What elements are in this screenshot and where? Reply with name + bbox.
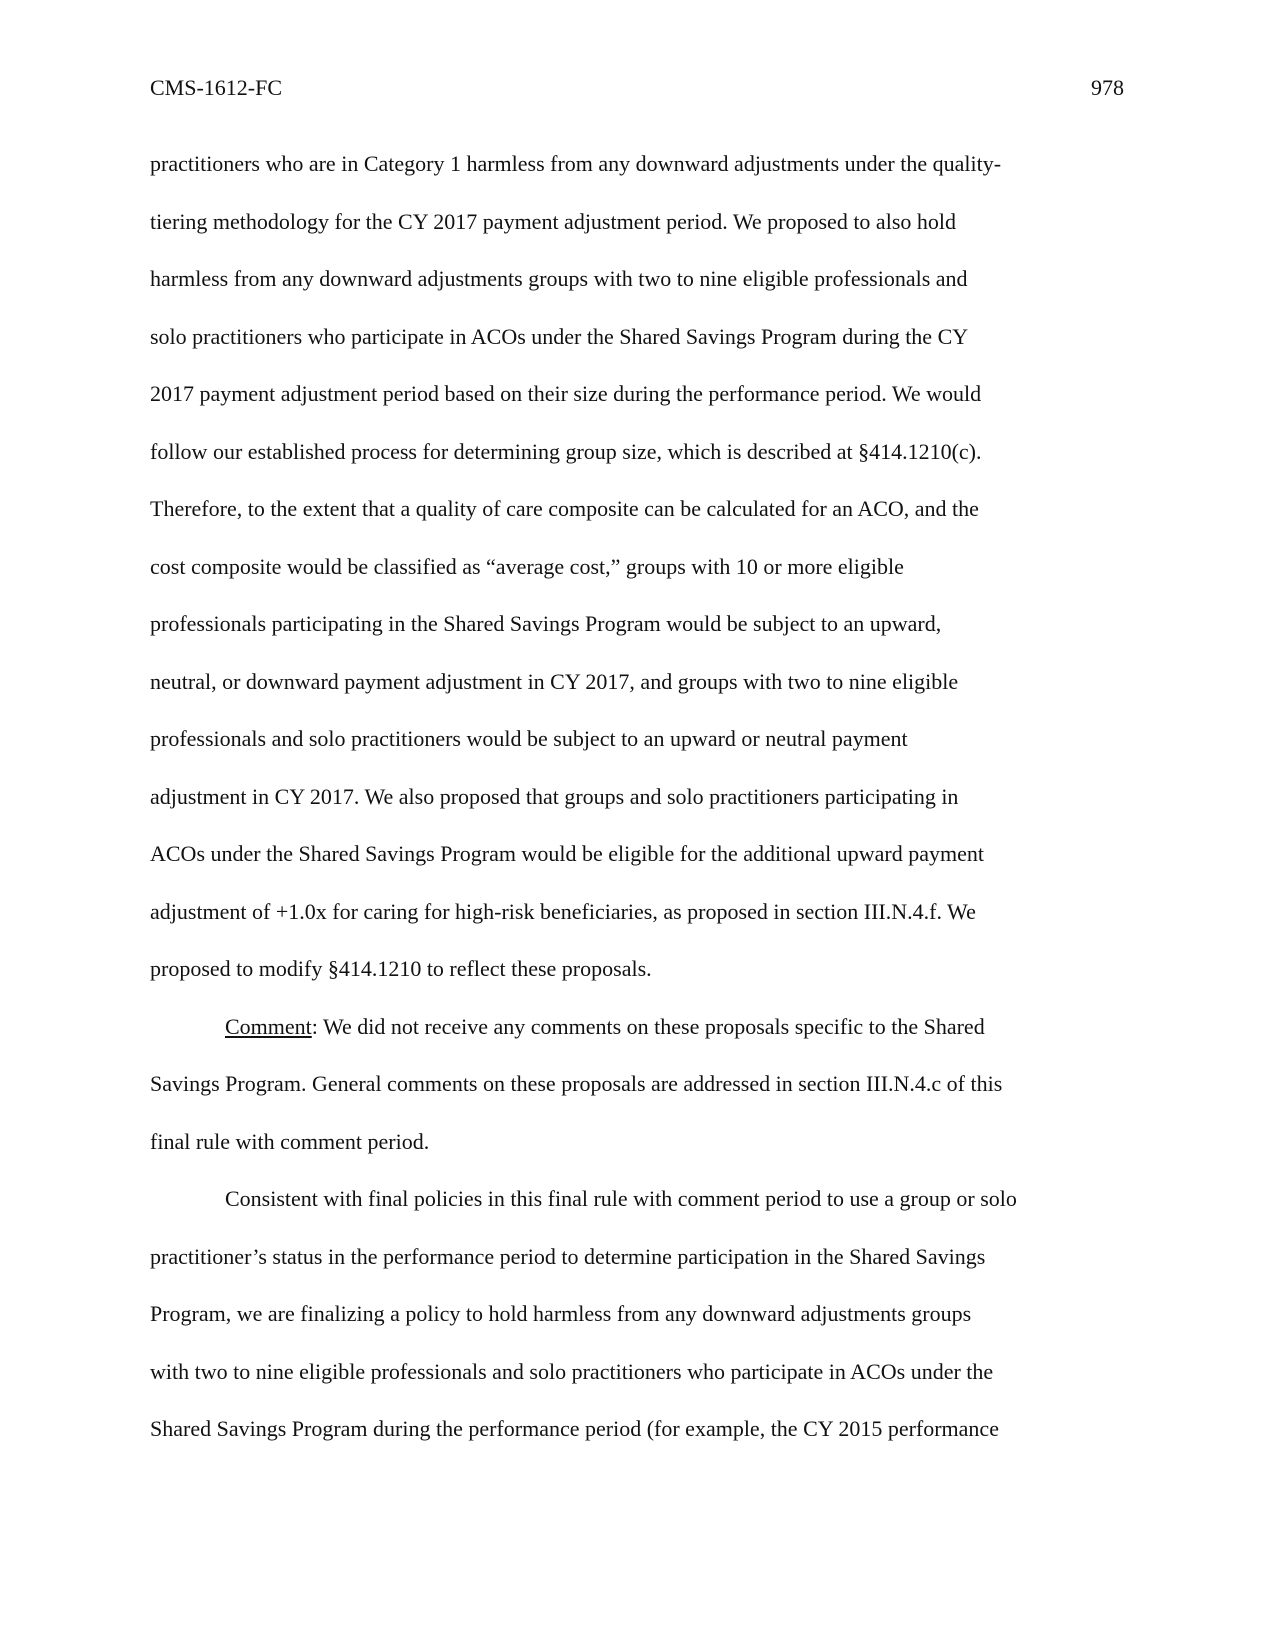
text-line: practitioners who are in Category 1 harmless from any downward adjustments under the quality- (150, 151, 1002, 176)
text-line: with two to nine eligible professionals and solo practitioners who participate in ACOs under the (150, 1358, 994, 1384)
text-line: tiering methodology for the CY 2017 payment adjustment period. We proposed to also hold (150, 208, 956, 234)
body-text (150, 150, 1140, 1473)
page-number: 978 (1091, 75, 1124, 100)
text-line: neutral, or downward payment adjustment in CY 2017, and groups with two to nine eligible (150, 668, 959, 694)
text-line: cost composite would be classified as “average cost,” groups with 10 or more eligible (150, 553, 904, 579)
text-line: ACOs under the Shared Savings Program would be eligible for the additional upward payment (150, 841, 984, 866)
paragraph-1 (150, 150, 1140, 1013)
text-line: adjustment of +1.0x for caring for high-risk beneficiaries, as proposed in section III.N.4.f. We (150, 898, 976, 924)
text-line: Consistent with final policies in this final rule with comment period to use a group or solo (225, 1186, 1017, 1211)
text-line: adjustment in CY 2017. We also proposed that groups and solo practitioners participating in (150, 783, 959, 809)
comment-label: Comment (225, 1013, 312, 1039)
text-line: solo practitioners who participate in ACOs under the Shared Savings Program during the CY (150, 323, 969, 349)
document-id: CMS-1612-FC (150, 75, 283, 100)
text-line: Program, we are finalizing a policy to hold harmless from any downward adjustments groups (150, 1301, 972, 1326)
comment-text: : We did not receive any comments on these proposals specific to the Shared (311, 1013, 985, 1039)
text-line: follow our established process for determining group size, which is described at §414.1210(c). (150, 438, 982, 464)
text-line: 2017 payment adjustment period based on their size during the performance period. We would (150, 381, 982, 406)
text-line: Therefore, to the extent that a quality of care composite can be calculated for an ACO, and the (150, 496, 979, 521)
text-line: practitioner’s status in the performance period to determine participation in the Shared Savings (150, 1243, 986, 1269)
text-line: Savings Program. General comments on these proposals are addressed in section III.N.4.c of this (150, 1071, 1003, 1096)
text-line: Shared Savings Program during the performance period (for example, the CY 2015 performance (150, 1416, 999, 1441)
text-line: professionals participating in the Shared Savings Program would be subject to an upward, (150, 611, 942, 636)
text-line: proposed to modify §414.1210 to reflect these proposals. (150, 956, 652, 981)
text-line: harmless from any downward adjustments groups with two to nine eligible professionals and (150, 266, 968, 291)
text-line (150, 1013, 1140, 1071)
text-line: professionals and solo practitioners would be subject to an upward or neutral payment (150, 726, 908, 751)
paragraph-3 (150, 1185, 1140, 1473)
paragraph-2 (150, 1013, 1140, 1186)
text-line: final rule with comment period. (150, 1128, 430, 1154)
